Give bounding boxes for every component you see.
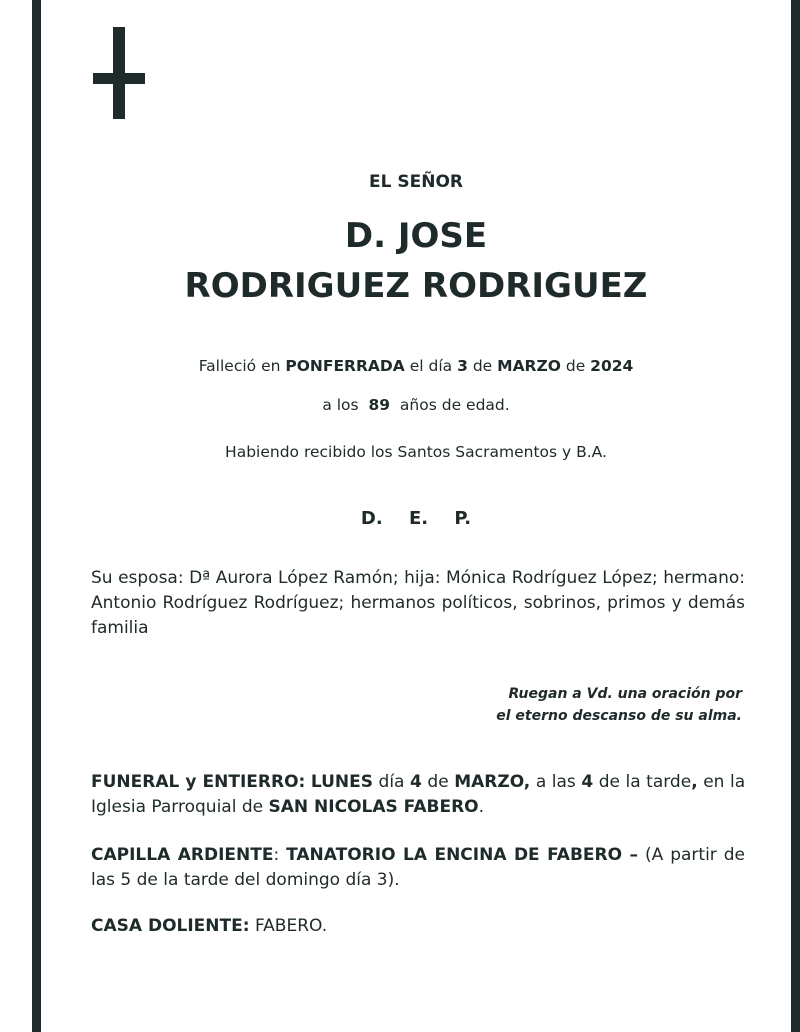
death-place: PONFERRADA xyxy=(285,357,405,375)
death-day: 3 xyxy=(457,357,468,375)
dep-p: P. xyxy=(454,508,472,529)
cross-icon xyxy=(93,27,145,119)
family-paragraph: Su esposa: Dª Aurora López Ramón; hija: Mónica Rodríguez López; hermano: Antonio Rodríguez Rodríguez; hermanos políticos, sobrinos, primos y demás familia xyxy=(91,568,745,638)
prayer-line-2: el eterno descanso de su alma. xyxy=(496,708,742,724)
funeral-paragraph: FUNERAL y ENTIERRO: LUNES día 4 de MARZO, a las 4 de la tarde, en la Iglesia Parroquial de SAN NICOLAS FABERO. xyxy=(91,772,746,817)
dep-d: D. xyxy=(360,508,383,529)
capilla-paragraph: CAPILLA ARDIENTE: TANATORIO LA ENCINA DE FABERO – (A partir de las 5 de la tarde del domingo día 3). xyxy=(91,845,745,890)
dep-line xyxy=(41,508,791,529)
death-line: Falleció en PONFERRADA el día 3 de MARZO de 2024 xyxy=(198,357,634,375)
left-border xyxy=(32,0,41,1032)
prayer-line-1: Ruegan a Vd. una oración por xyxy=(508,686,742,702)
name-line-1: D. JOSE xyxy=(344,216,488,256)
death-year: 2024 xyxy=(590,357,634,375)
tanatorio-name: TANATORIO LA ENCINA DE FABERO – xyxy=(286,845,639,865)
dep-e: E. xyxy=(408,508,429,529)
prayer-request xyxy=(400,683,742,727)
sacraments-line: Habiendo recibido los Santos Sacramentos y B.A. xyxy=(225,443,607,461)
death-month: MARZO xyxy=(497,357,561,375)
church-name: SAN NICOLAS FABERO xyxy=(268,797,479,817)
name-line-2: RODRIGUEZ RODRIGUEZ xyxy=(184,266,648,306)
right-border xyxy=(791,0,800,1032)
age-value: 89 xyxy=(368,396,391,414)
age-line: a los 89 años de edad. xyxy=(322,396,510,414)
casa-paragraph: CASA DOLIENTE: FABERO. xyxy=(91,916,328,936)
header-title: EL SEÑOR xyxy=(369,172,463,192)
